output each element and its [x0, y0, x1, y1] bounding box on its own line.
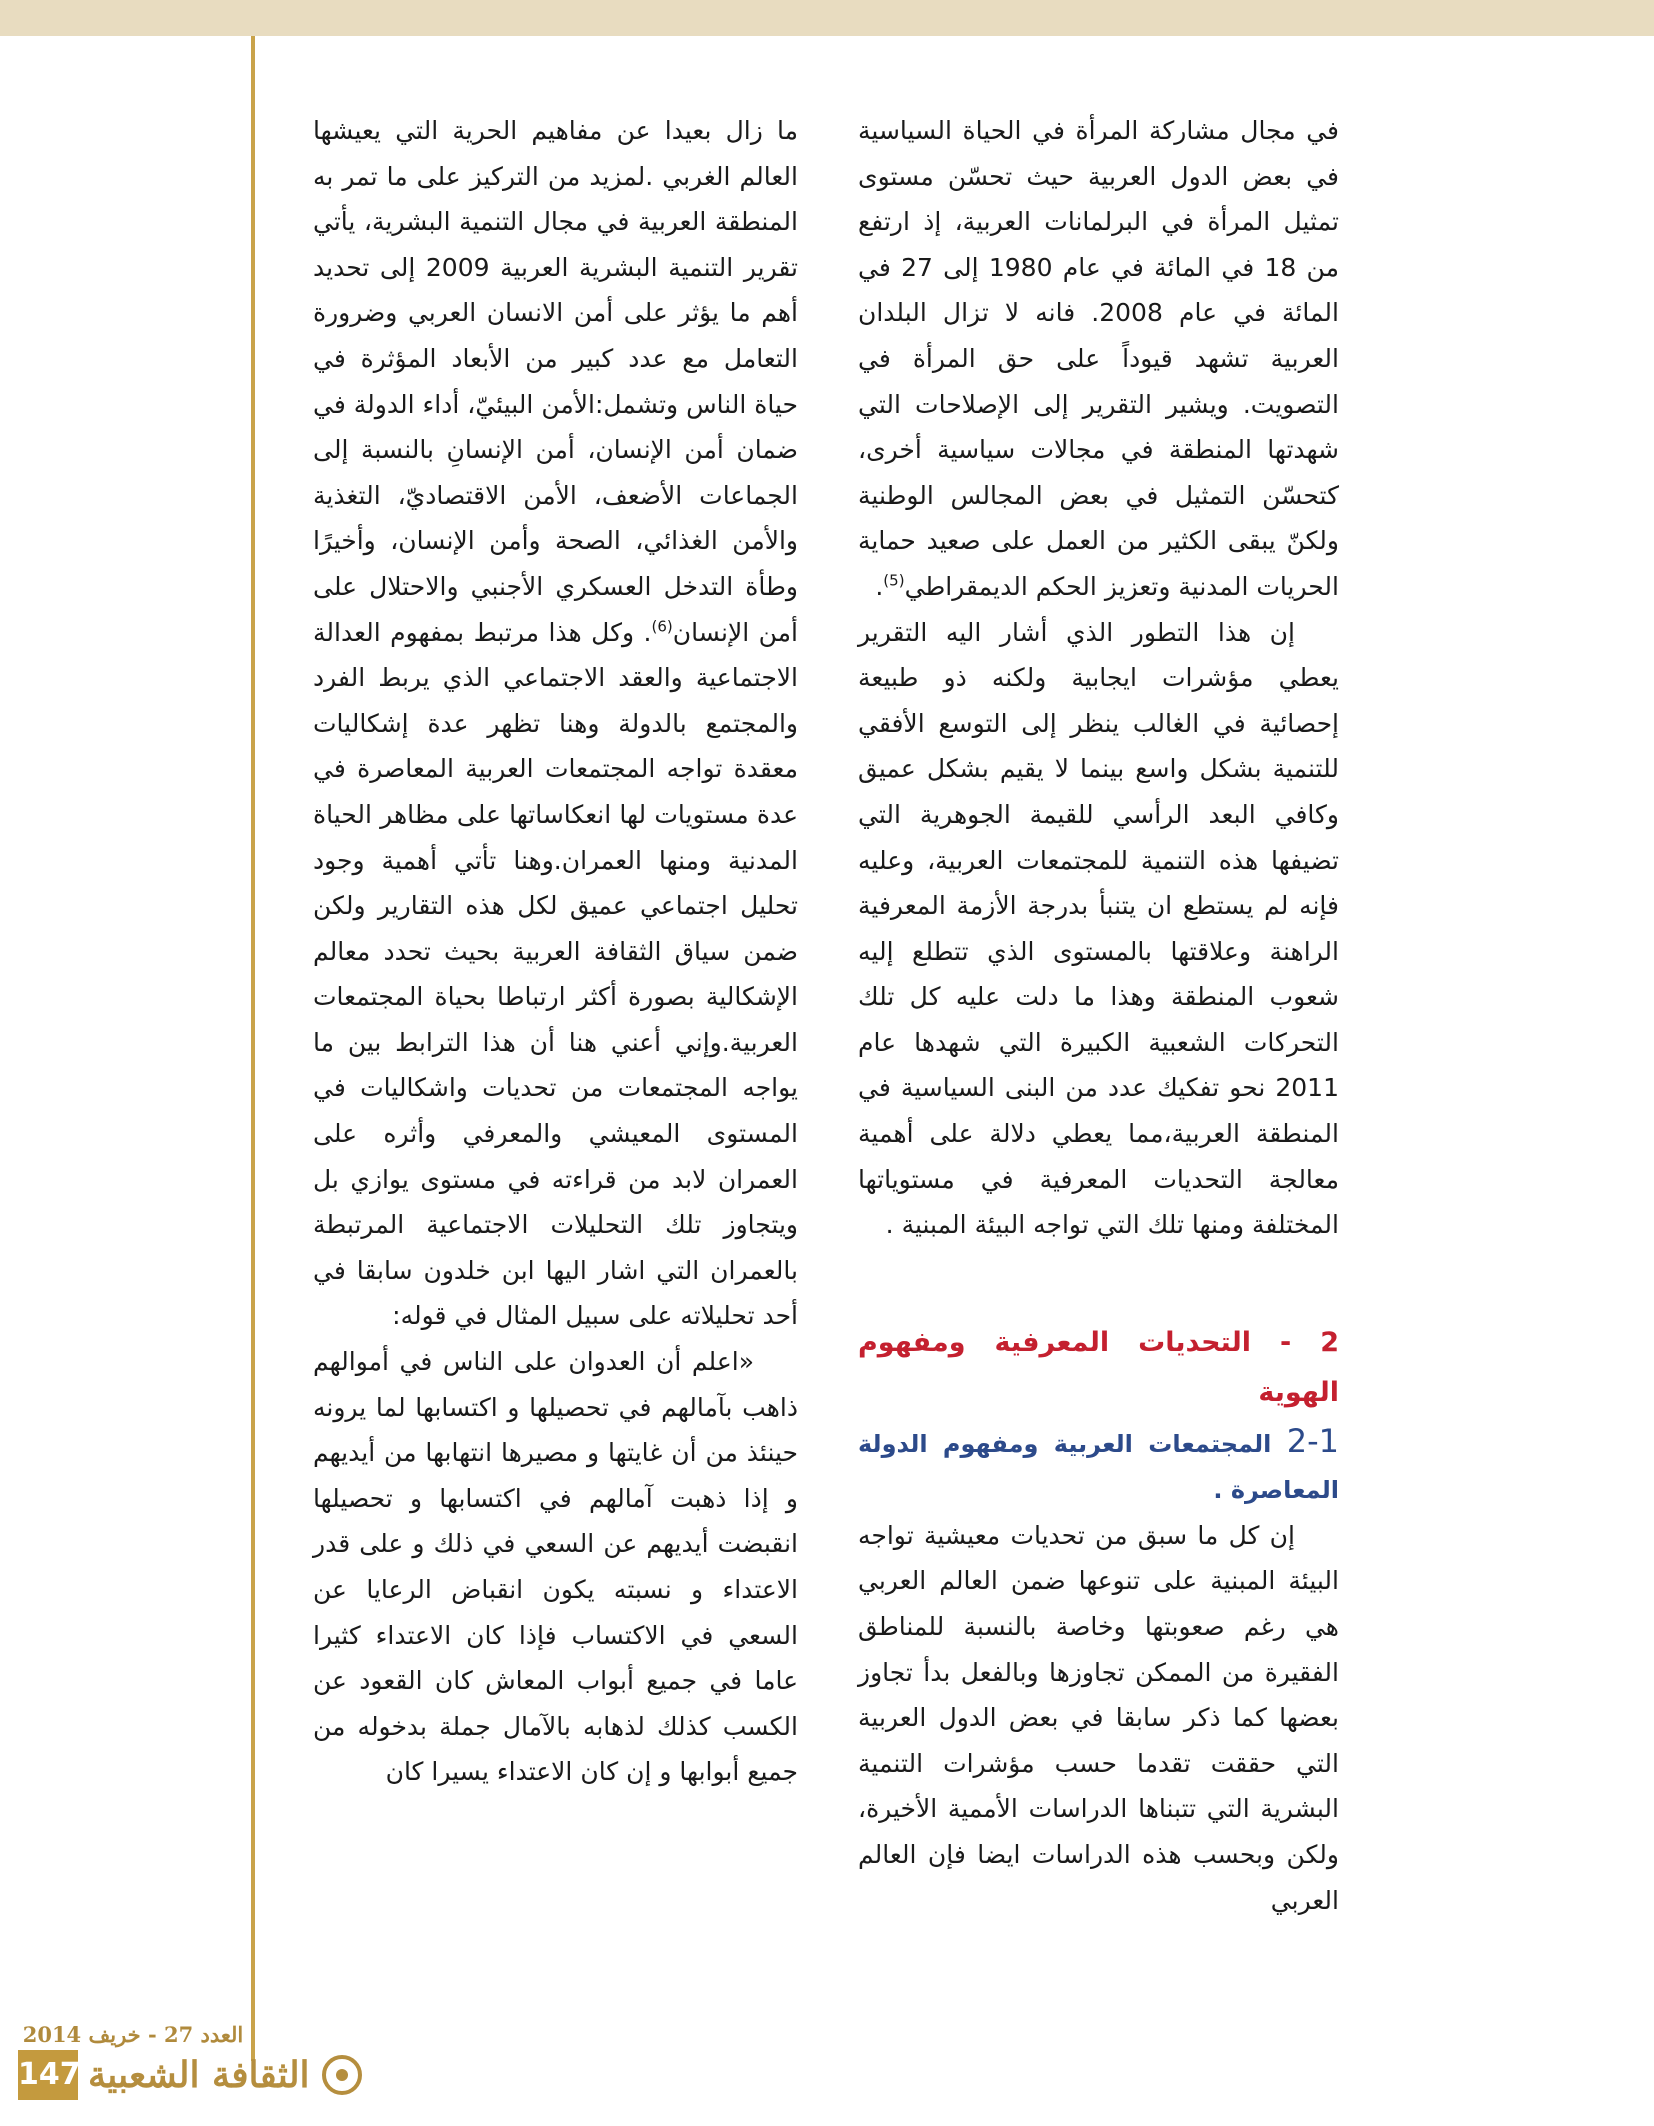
left-para-1	[313, 108, 798, 1339]
magazine-name: الثقافة الشعبية	[88, 2054, 310, 2096]
spacer	[858, 1248, 1339, 1318]
right-para-1-text: في مجال مشاركة المرأة في الحياة السياسية في بعض الدول العربية حيث تحسّن مستوى تمثيل المرأة في البرلمانات العربية، إذ ارتفع من 18 في المائة في عام 1980 إلى 27 في المائة في عام 2008. فانه لا تزال البلدان العربية تشهد قيوداً على حق المرأة في التصويت. ويشير التقرير إلى الإصلاحات التي شهدتها المنطقة في مجالات سياسية أخرى، كتحسّن التمثيل في بعض المجالس الوطنية ولكنّ يبقى الكثير من العمل على صعيد حماية الحريات المدنية وتعزيز الحكم الديمقراطي	[858, 116, 1339, 601]
issue-info: العدد 27 - خريف 2014	[22, 2022, 244, 2047]
left-para-1-cont: . وكل هذا مرتبط بمفهوم العدالة الاجتماعية والعقد الاجتماعي الذي يربط الفرد والمجتمع بالدولة وهنا تظهر عدة إشكاليات معقدة تواجه المجتمعات العربية المعاصرة في عدة مستويات لها انعكاساتها على مظاهر الحياة المدنية ومنها العمران.وهنا تأتي أهمية وجود تحليل اجتماعي عميق لكل هذه التقارير ولكن ضمن سياق الثقافة العربية بحيث تحدد معالم الإشكالية بصورة أكثر ارتباطا بحياة المجتمعات العربية.وإني أعني هنا أن هذا الترابط بين ما يواجه المجتمعات من تحديات واشكاليات في المستوى المعيشي والمعرفي وأثره على العمران لابد من قراءته في مستوى يوازي بل ويتجاوز تلك التحليلات الاجتماعية المرتبطة بالعمران التي اشار اليها ابن خلدون سابقا في أحد تحليلاته على سبيل المثال في قوله:	[313, 617, 798, 1331]
magazine-emblem-icon	[320, 2053, 364, 2097]
footnote-ref-5[interactable]: (5)	[883, 571, 905, 590]
subsection-number: 2-1	[1286, 1421, 1339, 1460]
footer-logo	[18, 2050, 364, 2100]
left-para-1-text: ما زال بعيدا عن مفاهيم الحرية التي يعيشها العالم الغربي .لمزيد من التركيز على ما تمر به المنطقة العربية في مجال التنمية البشرية، يأتي تقرير التنمية البشرية العربية 2009 إلى تحديد أهم ما يؤثر على أمن الانسان العربي وضرورة التعامل مع عدد كبير من الأبعاد المؤثرة في حياة الناس وتشمل:الأمن البيئيّ، أداء الدولة في ضمان أمن الإنسان، أمن الإنسانِ بالنسبة إلى الجماعات الأضعف، الأمن الاقتصاديّ، التغذية والأمن الغذائي، الصحة وأمن الإنسان، وأخيرًا وطأة التدخل العسكري الأجنبي والاحتلال على أمن الإنسان	[313, 116, 798, 647]
ibn-khaldun-quote: «اعلم أن العدوان على الناس في أموالهم ذاهب بآمالهم في تحصيلها و اكتسابها لما يرونه حينئذ من أن غايتها و مصيرها انتهابها من أيديهم و إذا ذهبت آمالهم في اكتسابها و تحصيلها انقبضت أيديهم عن السعي في ذلك و على قدر الاعتداء و نسبته يكون انقباض الرعايا عن السعي في الاكتساب فإذا كان الاعتداء كثيرا عاما في جميع أبواب المعاش كان القعود عن الكسب كذلك لذهابه بالآمال جملة بدخوله من جميع أبوابها و إن كان الاعتداء يسيرا كان	[313, 1347, 798, 1787]
right-para-3: إن كل ما سبق من تحديات معيشية تواجه البيئة المبنية على تنوعها ضمن العالم العربي هي رغم صعوبتها وخاصة بالنسبة للمناطق الفقيرة من الممكن تجاوزها وبالفعل بدأ تجاوز بعضها كما ذكر سابقا في بعض الدول العربية التي حققت تقدما حسب مؤشرات التنمية البشرية التي تتبناها الدراسات الأممية الأخيرة، ولكن وبحسب هذه الدراسات ايضا فإن العالم العربي	[858, 1520, 1339, 1915]
column-divider-rule	[251, 36, 255, 2061]
right-column	[858, 108, 1339, 1923]
right-para-1-end: .	[875, 571, 884, 601]
right-para-2: إن هذا التطور الذي أشار اليه التقرير يعطي مؤشرات ايجابية ولكنه ذو طبيعة إحصائية في الغالب ينظر إلى التوسع الأفقي للتنمية بشكل واسع بينما لا يقيم بشكل عميق وكافي البعد الرأسي للقيمة الجوهرية التي تضيفها هذه التنمية للمجتمعات العربية، وعليه فإنه لم يستطع ان يتنبأ بدرجة الأزمة المعرفية الراهنة وعلاقتها بالمستوى الذي تتطلع إليه شعوب المنطقة وهذا ما دلت عليه كل تلك التحركات الشعبية الكبيرة التي شهدها عام 2011 نحو تفكيك عدد من البنى السياسية في المنطقة العربية،مما يعطي دلالة على أهمية معالجة التحديات المعرفية في مستوياتها المختلفة ومنها تلك التي تواجه البيئة المبنية .	[858, 617, 1339, 1240]
page-number: 147	[18, 2050, 78, 2100]
footnote-ref-6[interactable]: (6)	[651, 617, 673, 636]
section-heading-2: 2 - التحديات المعرفية ومفهوم الهوية	[858, 1326, 1339, 1408]
subsection-heading-2-1	[858, 1418, 1339, 1513]
subsection-title: المجتمعات العربية ومفهوم الدولة المعاصرة .	[858, 1429, 1339, 1504]
top-band	[0, 0, 1654, 36]
right-para-1	[858, 108, 1339, 610]
left-column	[313, 108, 798, 1795]
